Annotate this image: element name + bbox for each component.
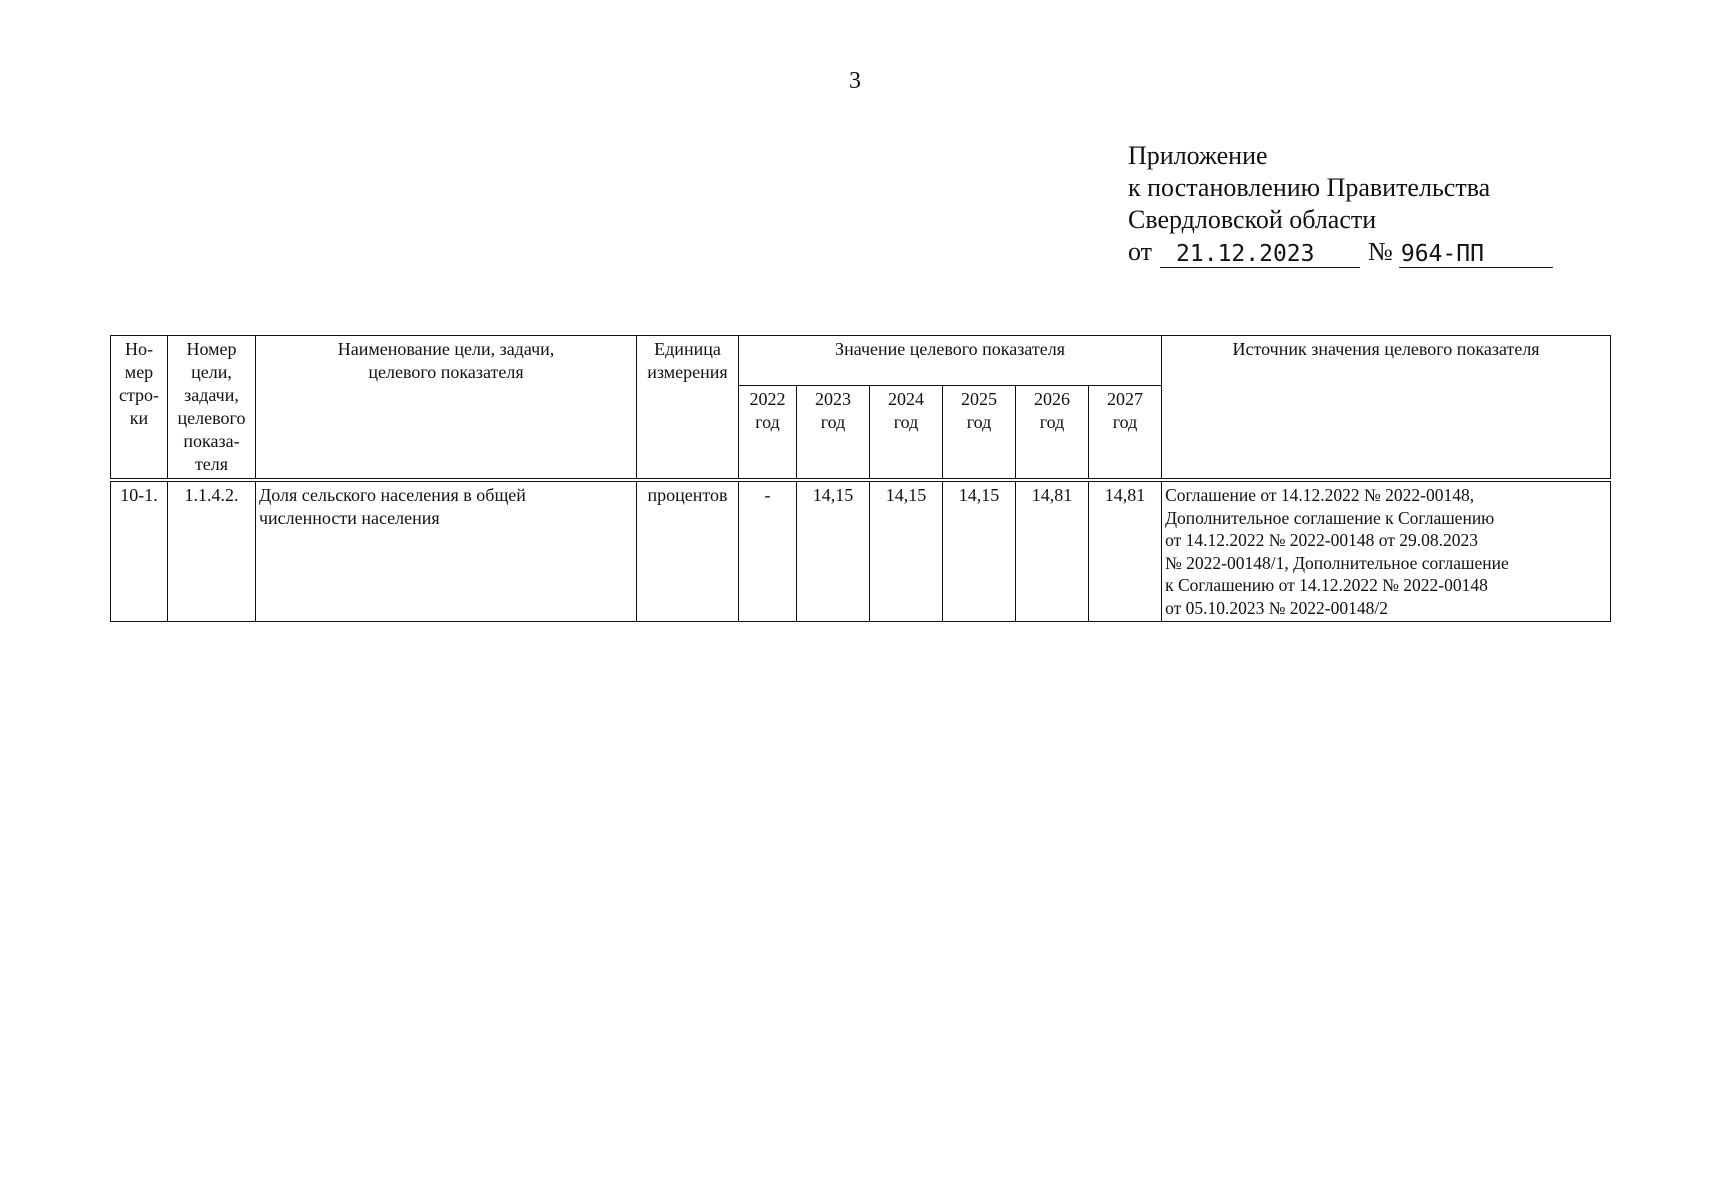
table-header-row — [111, 336, 1611, 386]
cell-value-2026: 14,81 — [1016, 480, 1089, 622]
page-number: 3 — [849, 68, 861, 94]
appendix-region: Свердловской области — [1128, 205, 1377, 234]
cell-source: Соглашение от 14.12.2022 № 2022-00148, Дополнительное соглашение к Соглашению от 14.12.2022 № 2022-00148 от 29.08.2023 № 2022-00148/1, Дополнительное соглашение к Соглашению от 14.12.2022 № 2022-00148 от 05.10.2023 № 2022-00148/2 — [1162, 480, 1611, 622]
cell-name: Доля сельского населения в общей численности населения — [256, 480, 637, 622]
appendix-block — [1128, 140, 1553, 268]
header-unit: Единица измерения — [637, 336, 739, 481]
header-name: Наименование цели, задачи, целевого показателя — [256, 336, 637, 481]
header-row-number: Но- мер стро- ки — [111, 336, 168, 481]
cell-value-2025: 14,15 — [943, 480, 1016, 622]
cell-value-2023: 14,15 — [797, 480, 870, 622]
cell-unit: процентов — [637, 480, 739, 622]
date-prefix: от — [1128, 237, 1153, 266]
header-source: Источник значения целевого показателя — [1162, 336, 1611, 481]
number-sign: № — [1368, 237, 1393, 266]
cell-row-number: 10-1. — [111, 480, 168, 622]
header-value-group: Значение целевого показателя — [739, 336, 1162, 386]
header-goal-number: Номер цели, задачи, целевого показа- теля — [168, 336, 256, 481]
appendix-title: Приложение — [1128, 141, 1268, 170]
header-year-2024: 2024 год — [870, 386, 943, 480]
cell-value-2024: 14,15 — [870, 480, 943, 622]
indicators-table — [110, 335, 1611, 622]
decree-line — [1128, 236, 1553, 268]
header-year-2026: 2026 год — [1016, 386, 1089, 480]
decree-number: 964-ПП — [1399, 241, 1553, 268]
cell-value-2022: - — [739, 480, 797, 622]
header-year-2025: 2025 год — [943, 386, 1016, 480]
header-year-2027: 2027 год — [1089, 386, 1162, 480]
header-year-2023: 2023 год — [797, 386, 870, 480]
cell-value-2027: 14,81 — [1089, 480, 1162, 622]
cell-goal-number: 1.1.4.2. — [168, 480, 256, 622]
appendix-to-resolution: к постановлению Правительства — [1128, 173, 1491, 202]
table-row — [111, 480, 1611, 622]
decree-date: 21.12.2023 — [1160, 241, 1360, 268]
header-year-2022: 2022 год — [739, 386, 797, 480]
